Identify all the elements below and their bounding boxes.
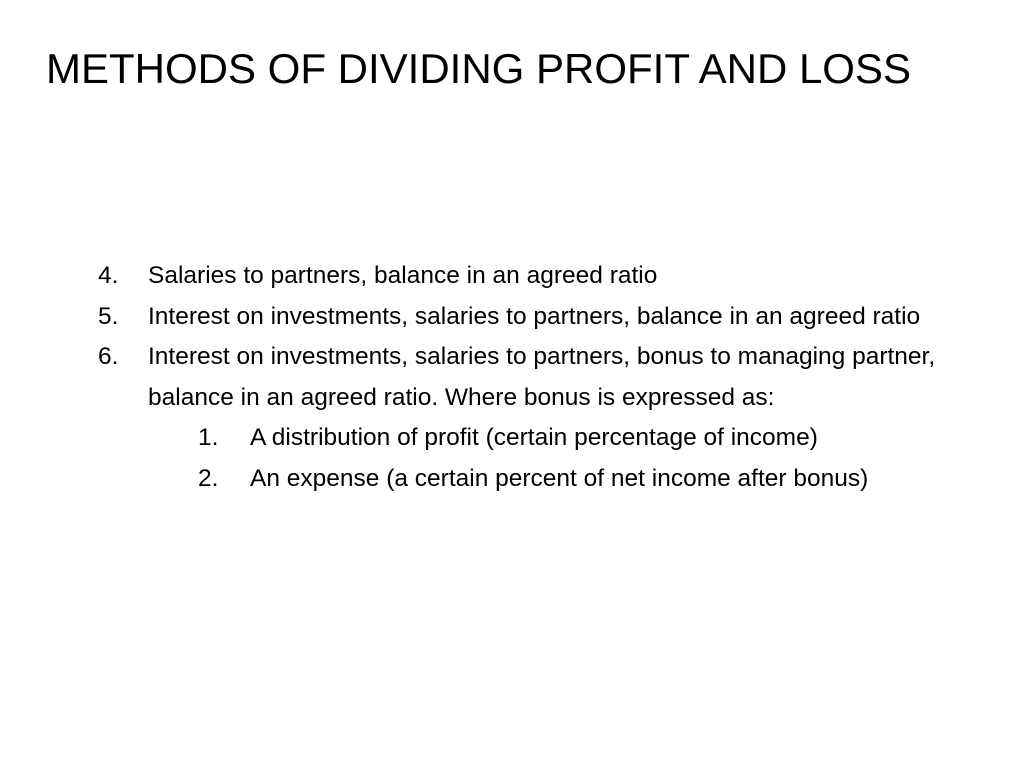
- slide-body: [98, 256, 978, 499]
- sub-list-item: [98, 418, 978, 459]
- sub-list-item-number: 1.: [198, 424, 219, 451]
- list-item-number: 6.: [98, 343, 119, 370]
- list-item-text: Interest on investments, salaries to partners, balance in an agreed ratio: [148, 302, 921, 330]
- sub-list-item-text: A distribution of profit (certain percentage of income): [250, 424, 818, 451]
- list-item-text: Interest on investments, salaries to partners, bonus to managing partner, balance in an agreed ratio. Where bonus is expressed as:: [148, 343, 936, 411]
- list-item: [98, 297, 978, 338]
- list-item-number: 5.: [98, 302, 119, 330]
- list-item-number: 4.: [98, 262, 119, 289]
- list-item-text: Salaries to partners, balance in an agreed ratio: [148, 262, 658, 289]
- sub-list-item-text: An expense (a certain percent of net income after bonus): [250, 464, 869, 492]
- list-item: [98, 337, 978, 418]
- sub-list-item: [98, 459, 978, 500]
- sub-list-item-number: 2.: [198, 464, 219, 492]
- slide-title: METHODS OF DIVIDING PROFIT AND LOSS: [46, 45, 911, 92]
- list-item: [98, 256, 978, 297]
